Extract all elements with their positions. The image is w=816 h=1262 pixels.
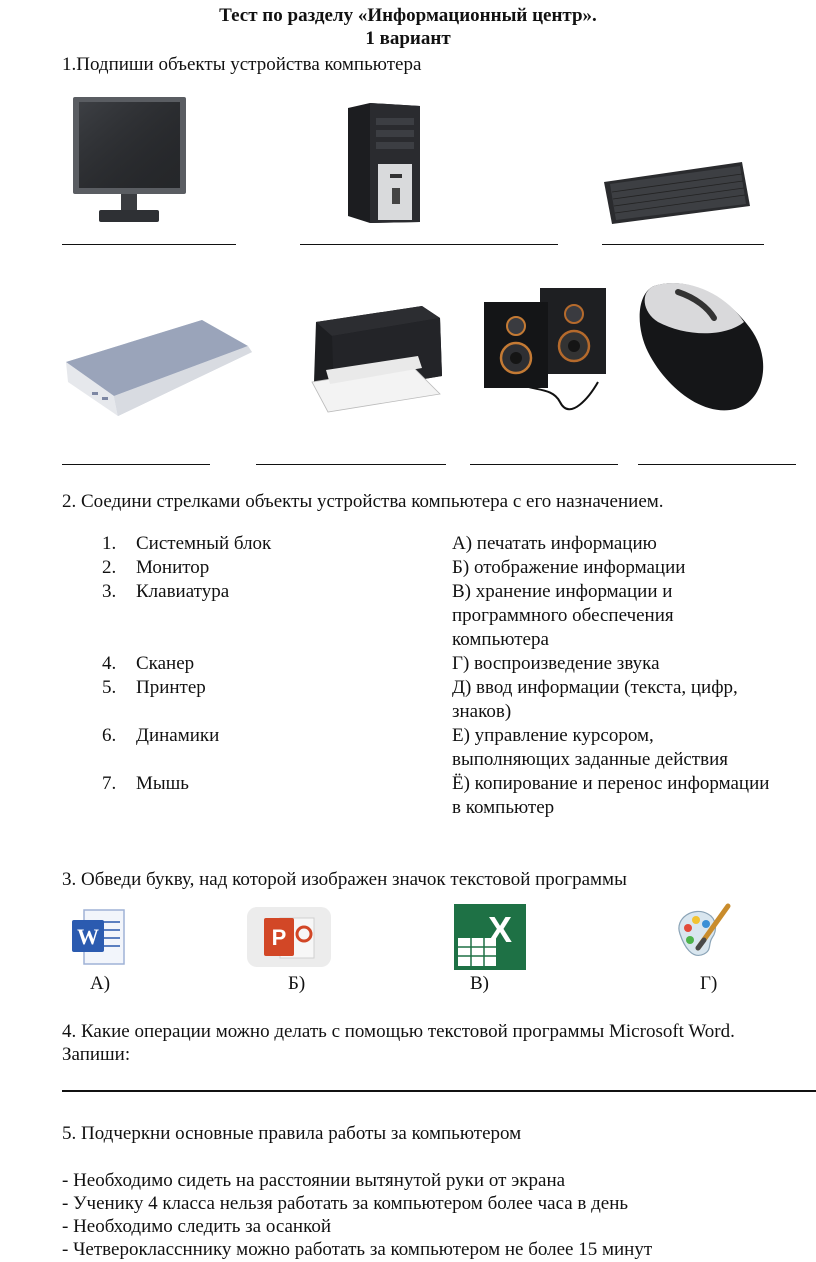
item-label: Динамики xyxy=(136,725,220,746)
task4-prompt-line2: Запиши: xyxy=(62,1044,131,1065)
task3-prompt: 3. Обведи букву, над которой изображен значок текстовой программы xyxy=(62,869,627,890)
purpose-line: В) хранение информации и xyxy=(452,581,673,602)
purpose-line: Ё) копирование и перенос информации xyxy=(452,773,770,794)
item-number: 4. xyxy=(102,653,117,674)
purpose-line: компьютера xyxy=(452,629,549,650)
task5-prompt: 5. Подчеркни основные правила работы за компьютером xyxy=(62,1123,522,1144)
svg-text:X: X xyxy=(487,909,513,950)
option-a[interactable]: А) xyxy=(90,973,111,994)
purpose-line: А) печатать информацию xyxy=(452,533,657,554)
speakers-image xyxy=(480,286,610,416)
item-number: 2. xyxy=(102,557,117,578)
item-label: Принтер xyxy=(136,677,206,698)
purpose-line: Г) воспроизведение звука xyxy=(452,653,660,674)
purpose-line: Б) отображение информации xyxy=(452,557,686,578)
item-label: Системный блок xyxy=(136,533,272,554)
rule-item[interactable]: - Четвероклассннику можно работать за компьютером не более 15 минут xyxy=(62,1239,653,1260)
purpose-line: Д) ввод информации (текста, цифр, xyxy=(452,677,738,698)
option-b[interactable]: Б) xyxy=(288,973,306,994)
item-number: 1. xyxy=(102,533,117,554)
rule-item[interactable]: - Необходимо следить за осанкой xyxy=(62,1216,332,1237)
option-g[interactable]: Г) xyxy=(700,973,718,994)
svg-text:W: W xyxy=(77,924,99,949)
system-unit-image xyxy=(340,102,422,224)
purpose-line: программного обеспечения xyxy=(452,605,674,626)
item-number: 7. xyxy=(102,773,117,794)
answer-line[interactable] xyxy=(62,464,210,465)
task2-prompt: 2. Соедини стрелками объекты устройства компьютера с его назначением. xyxy=(62,491,664,512)
scanner-image xyxy=(62,316,254,420)
item-number: 3. xyxy=(102,581,117,602)
keyboard-image xyxy=(602,160,752,226)
item-number: 5. xyxy=(102,677,117,698)
paint-icon xyxy=(672,900,734,964)
svg-text:P: P xyxy=(271,925,287,950)
item-label: Клавиатура xyxy=(136,581,230,602)
answer-line[interactable] xyxy=(602,244,764,245)
item-label: Монитор xyxy=(136,557,210,578)
answer-line[interactable] xyxy=(62,1090,816,1092)
purpose-line: Е) управление курсором, xyxy=(452,725,654,746)
purpose-line: в компьютер xyxy=(452,797,555,818)
answer-line[interactable] xyxy=(638,464,796,465)
answer-line[interactable] xyxy=(300,244,558,245)
rule-item[interactable]: - Ученику 4 класса нельзя работать за компьютером более часа в день xyxy=(62,1193,629,1214)
page-title: Тест по разделу «Информационный центр». xyxy=(219,5,597,26)
variant-label: 1 вариант xyxy=(365,28,451,49)
powerpoint-icon xyxy=(246,906,332,968)
word-icon xyxy=(70,906,130,970)
answer-line[interactable] xyxy=(470,464,618,465)
rule-item[interactable]: - Необходимо сидеть на расстоянии вытянутой руки от экрана xyxy=(62,1170,566,1191)
purpose-line: выполняющих заданные действия xyxy=(452,749,728,770)
item-number: 6. xyxy=(102,725,117,746)
monitor-image xyxy=(72,96,188,226)
purpose-line: знаков) xyxy=(452,701,512,722)
item-label: Сканер xyxy=(136,653,195,674)
excel-icon xyxy=(452,902,528,972)
task4-prompt: 4. Какие операции можно делать с помощью текстовой программы Microsoft Word. xyxy=(62,1021,735,1042)
printer-image xyxy=(302,298,444,414)
option-v[interactable]: В) xyxy=(470,973,489,994)
answer-line[interactable] xyxy=(256,464,446,465)
mouse-image xyxy=(634,278,770,412)
item-label: Мышь xyxy=(136,773,189,794)
task1-prompt: 1.Подпиши объекты устройства компьютера xyxy=(62,54,422,75)
answer-line[interactable] xyxy=(62,244,236,245)
